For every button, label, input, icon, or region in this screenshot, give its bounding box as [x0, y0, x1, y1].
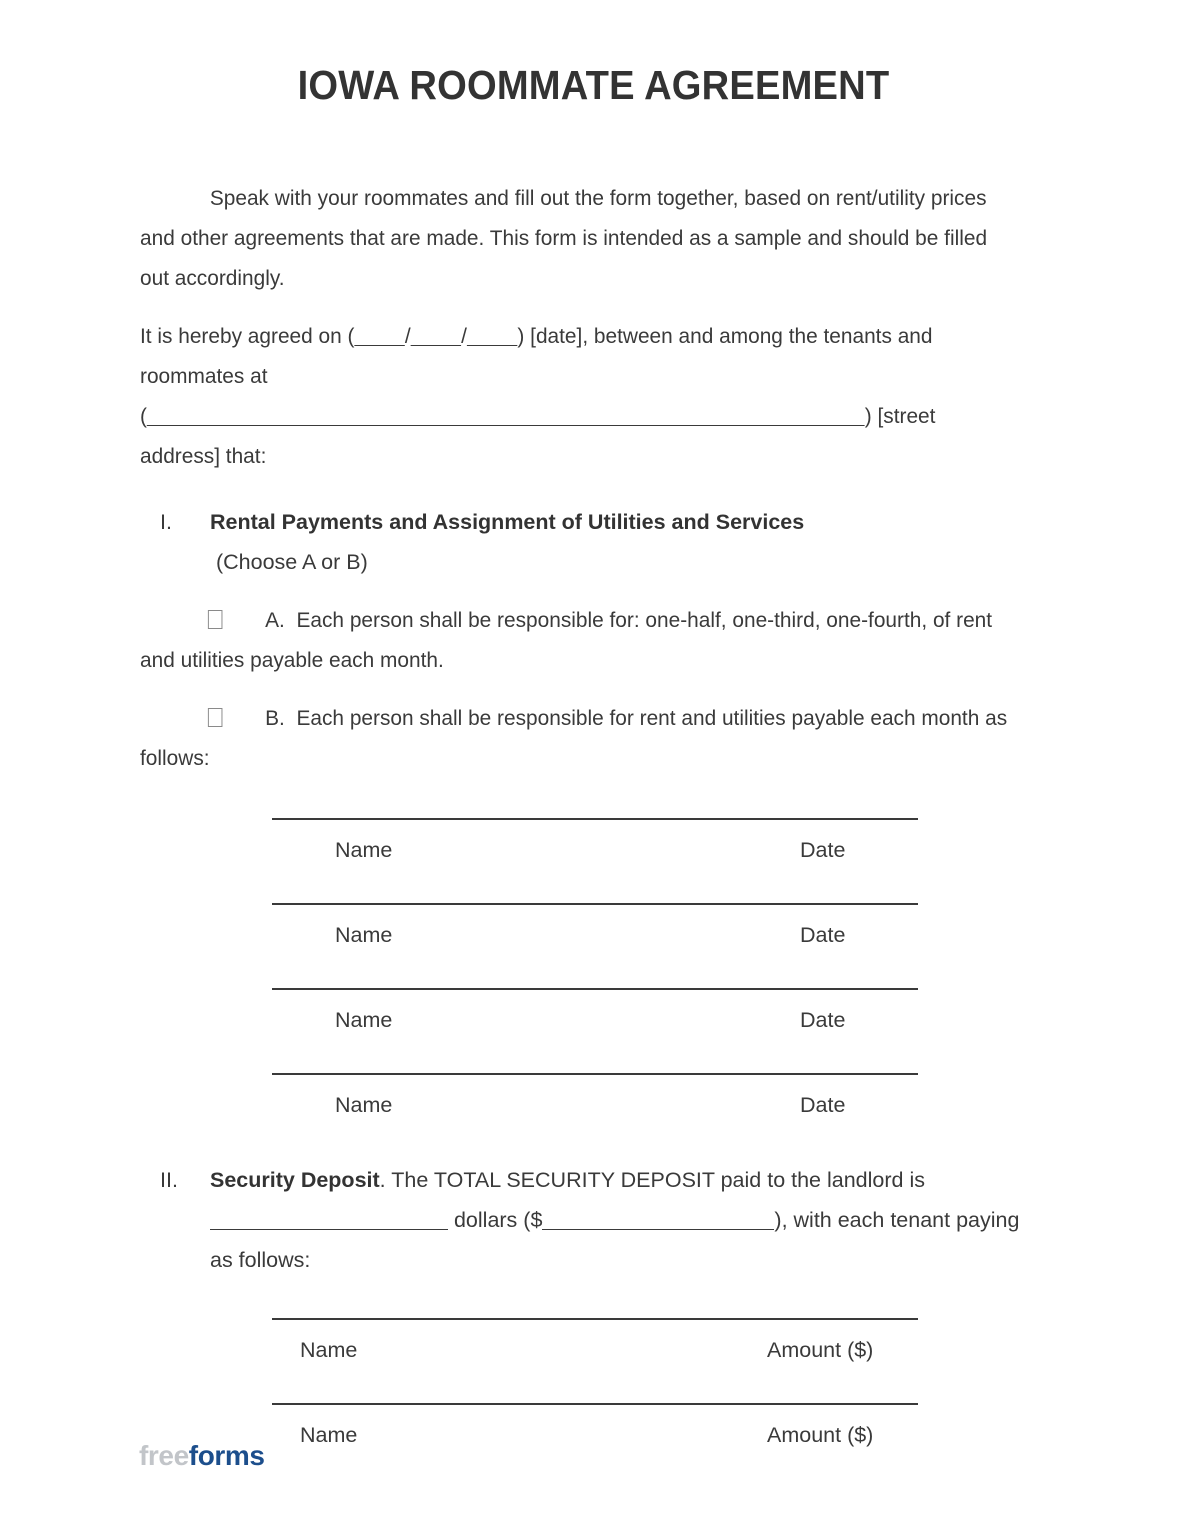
spacer — [140, 582, 1040, 600]
empty-checkbox-icon[interactable] — [208, 610, 223, 629]
spacer — [140, 476, 1040, 502]
security-deposit-text-3: ), with each tenant paying as follows: — [210, 1208, 1020, 1272]
option-a-letter: A. — [265, 608, 285, 632]
freeforms-logo[interactable] — [139, 1440, 265, 1472]
date-blank-day[interactable] — [411, 326, 461, 346]
section-heading-1: Rental Payments and Assignment of Utilities and Services — [210, 510, 805, 534]
signature-date-label: Date — [800, 923, 846, 947]
signature-date-label: Date — [800, 1008, 846, 1032]
agreement-lead-text: It is hereby agreed on ( — [140, 324, 355, 348]
signature-row — [140, 1073, 1040, 1158]
option-b[interactable] — [140, 698, 1013, 778]
signature-name-label: Name — [335, 838, 393, 862]
agreement-after-date-text: ) [date], between and among the tenants and roommates at — [140, 324, 933, 388]
logo-text-free: free — [139, 1440, 189, 1471]
security-deposit-text-2: dollars ($ — [448, 1208, 543, 1232]
section-note-choose: (Choose A or B) — [216, 550, 368, 574]
intro-paragraph: Speak with your roommates and fill out the form together, based on rent/utility prices and other agreements that are made. This form is intended as a sample and should be filled out accordingly. — [140, 186, 988, 290]
spacer — [140, 1280, 1040, 1318]
signature-row — [140, 903, 1040, 988]
page-title: IOWA ROOMMATE AGREEMENT — [297, 62, 890, 108]
section-numeral-2: II. — [160, 1168, 178, 1192]
option-a-text: Each person shall be responsible for: one-half, one-third, one-fourth, of rent and utilities payable each month. — [140, 608, 993, 672]
agreement-paragraph — [140, 316, 1013, 396]
deposit-amount-blank[interactable] — [542, 1210, 774, 1230]
address-paren-open: ( — [140, 404, 147, 428]
signature-amount-label: Amount ($) — [767, 1338, 874, 1362]
section-rental-payments — [140, 502, 1040, 582]
signature-rule[interactable] — [272, 818, 918, 820]
security-deposit-text-1: . The TOTAL SECURITY DEPOSIT paid to the landlord is — [379, 1168, 925, 1192]
option-b-text: Each person shall be responsible for rent and utilities payable each month as follows: — [140, 706, 1008, 770]
signature-name-label: Name — [335, 1008, 393, 1032]
signature-amount-label: Amount ($) — [767, 1423, 874, 1447]
section-numeral-1: I. — [160, 510, 172, 534]
signature-rule[interactable] — [272, 1403, 918, 1405]
address-paren-close: ) [street — [864, 404, 936, 428]
street-address-blank[interactable] — [147, 406, 865, 426]
option-a[interactable] — [140, 600, 1013, 680]
empty-checkbox-icon[interactable] — [208, 708, 223, 727]
signature-rule[interactable] — [272, 903, 918, 905]
address-paragraph — [140, 396, 1013, 436]
signature-date-label: Date — [800, 1093, 846, 1117]
signature-row — [140, 818, 1040, 903]
logo-text-forms: forms — [188, 1440, 265, 1471]
signature-row — [140, 1318, 1040, 1403]
signature-row — [140, 988, 1040, 1073]
date-separator-1: / — [404, 324, 411, 348]
date-blank-year[interactable] — [467, 326, 517, 346]
signature-date-label: Date — [800, 838, 846, 862]
signature-name-label: Name — [335, 923, 393, 947]
signature-rule[interactable] — [272, 988, 918, 990]
address-tail-text: address] that: — [140, 444, 267, 468]
deposit-words-blank[interactable] — [210, 1210, 448, 1230]
spacer — [140, 680, 1040, 698]
signature-rule[interactable] — [272, 1318, 918, 1320]
signature-name-label: Name — [335, 1093, 393, 1117]
signature-name-label: Name — [300, 1423, 358, 1447]
date-blank-month[interactable] — [354, 326, 404, 346]
date-separator-2: / — [461, 324, 467, 348]
spacer — [140, 778, 1040, 818]
section-security-deposit — [140, 1160, 1040, 1280]
spacer — [140, 298, 1040, 316]
signature-row — [140, 1403, 1040, 1488]
signature-name-label: Name — [300, 1338, 358, 1362]
section-heading-2: Security Deposit — [210, 1168, 380, 1192]
document-body — [140, 178, 1040, 1488]
signature-rule[interactable] — [272, 1073, 918, 1075]
signature-block-rental — [140, 818, 1040, 1158]
signature-block-deposit — [140, 1318, 1040, 1488]
option-b-letter: B. — [265, 706, 285, 730]
